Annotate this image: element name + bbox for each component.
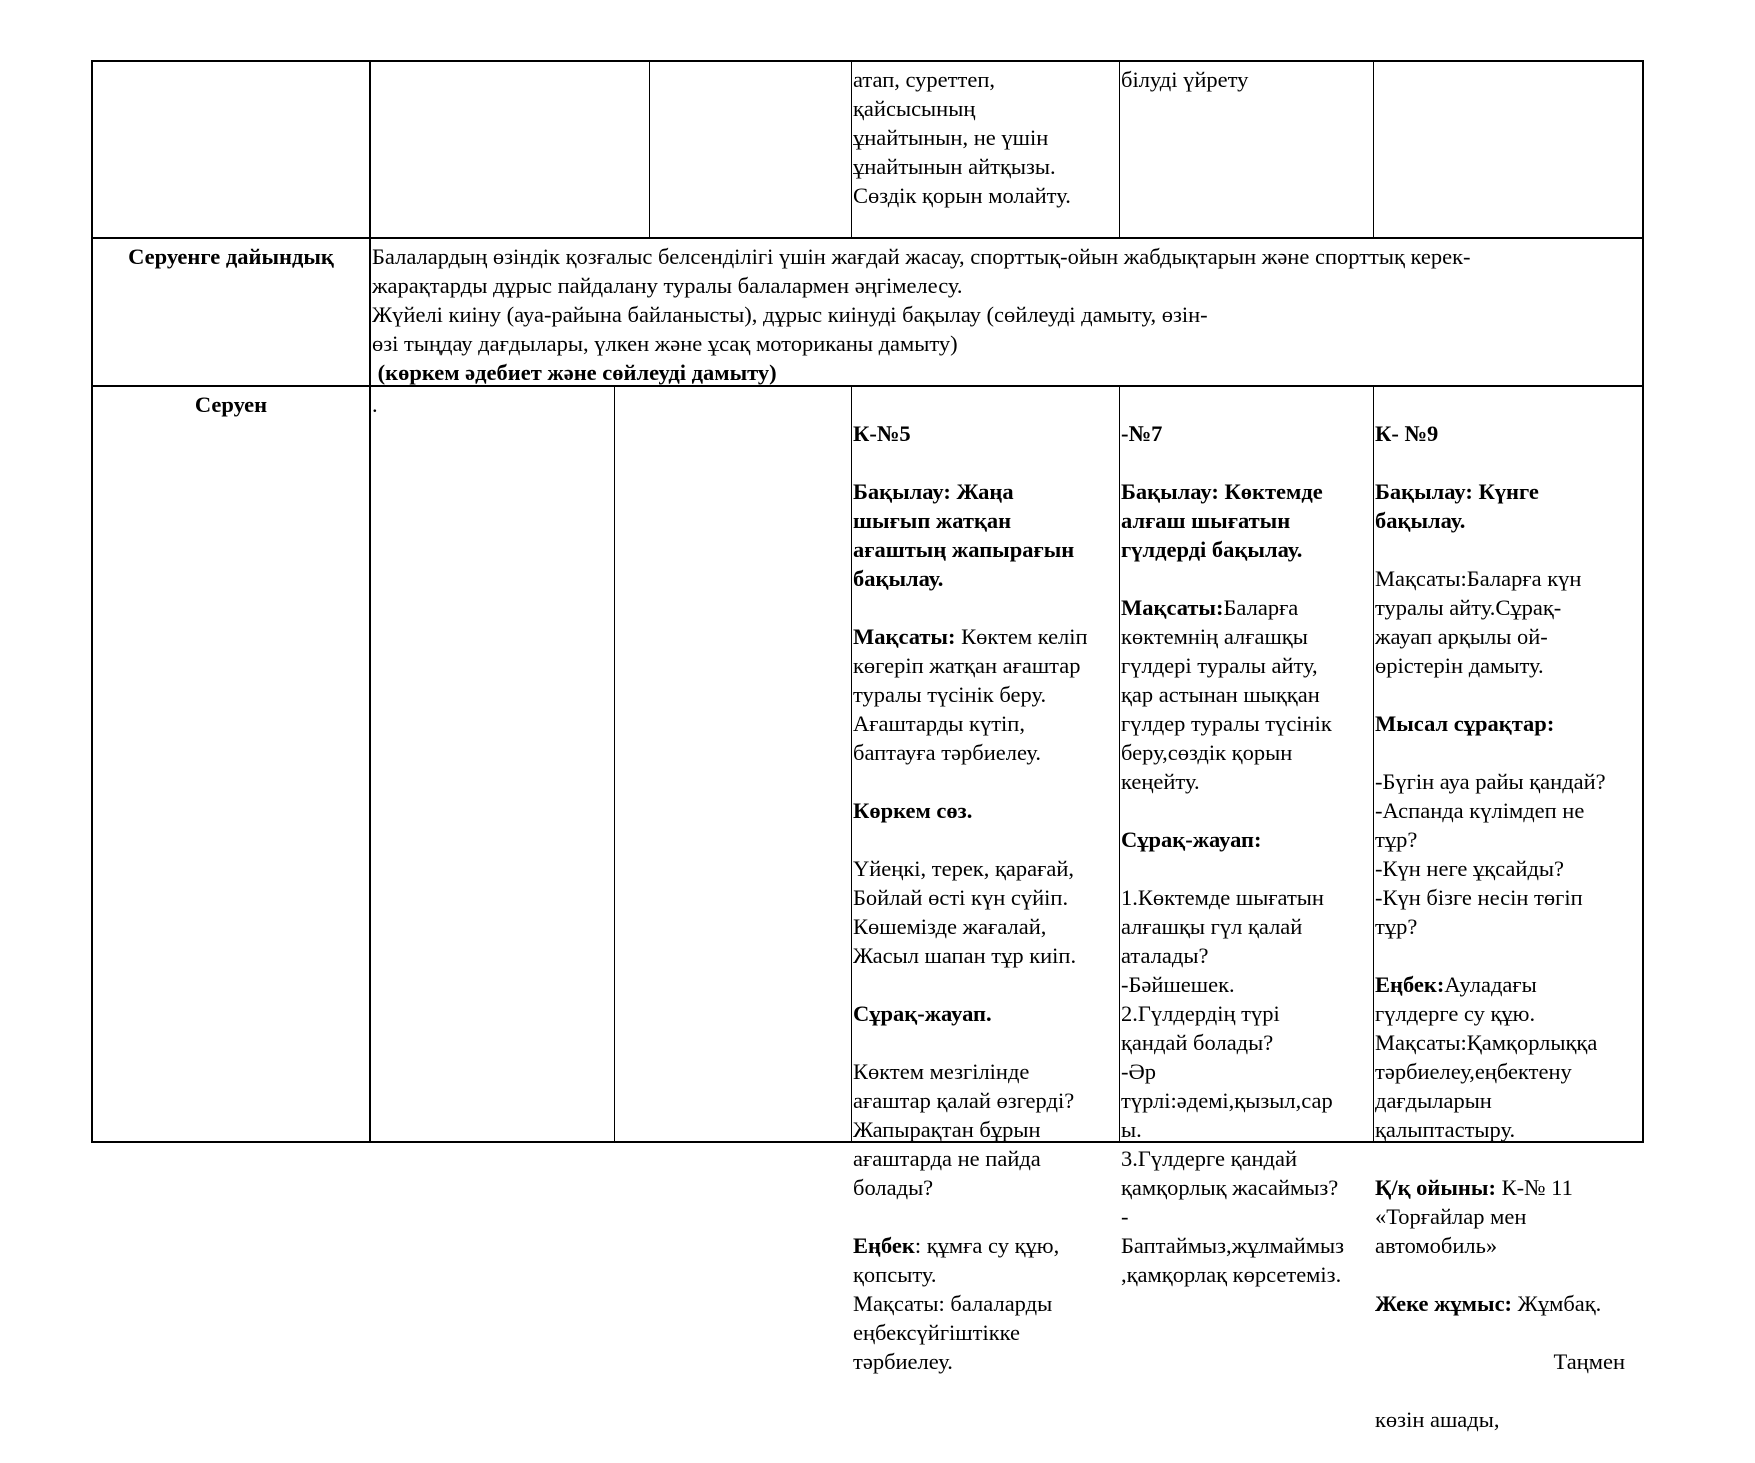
col5-questions-text: -Бүгін ауа райы қандай? -Аспанда күлімдеп не тұр? -Күн неге ұқсайды? -Күн бізге несін төгіп тұр? — [1375, 769, 1606, 939]
col3-qa-label: Сұрақ-жауап. — [853, 1001, 992, 1026]
col5-goal-text: Мақсаты:Баларға күн туралы айту.Сұрақ- жауап арқылы ой- өрістерін дамыту. — [1375, 566, 1582, 678]
col5-game-text: К-№ 11 «Торғайлар мен автомобиль» — [1375, 1175, 1573, 1258]
col4-goal-label: Мақсаты: — [1121, 595, 1224, 620]
col3-goal-text: Көктем келіп көгеріп жатқан ағаштар туралы түсінік беру. Ағаштарды күтіп, баптауға тәрбиелеу. — [853, 624, 1088, 765]
col5-work-label: Еңбек: — [1375, 972, 1445, 997]
label-text-pair — [1375, 1289, 1641, 1318]
col3-poem: Үйеңкі, терек, қарағай, Бойлай өсті күн сүйіп. Көшемізде жағалай, Жасыл шапан тұр киіп. — [853, 856, 1077, 968]
row3-col-divider-a — [614, 386, 615, 1142]
label-text-pair — [1375, 1173, 1641, 1260]
label-text-pair — [1121, 593, 1371, 796]
col3-qa-text: Көктем мезгілінде ағаштар қалай өзгерді? Жапырақтан бұрын ағаштарда не пайда болады? — [853, 1059, 1075, 1200]
row3-col5 — [1375, 390, 1641, 1432]
col5-title: Бақылау: Күнге бақылау. — [1375, 479, 1539, 533]
col4-goal-text: Баларға көктемнің алғашқы гүлдері туралы айту, қар астынан шыққан гүлдер туралы түсінік беру,сөздік қорын кеңейту. — [1121, 595, 1332, 794]
row1-col3-text: атап, суреттеп, қайсысының ұнайтынын, не үшін ұнайтынын айтқызы. Сөздік қорын молайту. — [853, 67, 1071, 208]
col5-game-label: Қ/қ ойыны: — [1375, 1175, 1496, 1200]
row3-col4 — [1121, 390, 1371, 1287]
table-border-top — [91, 60, 1644, 62]
row2-text-bold: (көркем әдебиет және сөйлеуді дамыту) — [372, 360, 777, 385]
col5-number: К- №9 — [1375, 421, 1439, 446]
row-divider-1 — [91, 237, 1644, 239]
row1-col4-text: білуді үйрету — [1121, 67, 1249, 92]
label-text-pair — [1375, 970, 1641, 1144]
col4-qa-label: Сұрақ-жауап: — [1121, 827, 1262, 852]
label-column-divider — [369, 60, 371, 1143]
row1-col-divider-b — [851, 60, 852, 238]
row3-col3 — [853, 390, 1117, 1374]
row3-label: Серуен — [194, 392, 268, 417]
col4-qa-text: 1.Көктемде шығатын алғашқы гүл қалай аталады? -Бәйшешек. 2.Гүлдердің түрі қандай болады? -Әр түрлі:әдемі,қызыл,сар ы. 3.Гүлдерге қандай қамқорлық жасаймыз? - Баптаймыз,жұлмаймыз ,қамқорлақ көрсетеміз. — [1121, 885, 1345, 1287]
col5-riddle-line2: көзін ашады, — [1375, 1407, 1500, 1432]
row2-text-line2: жарақтарды дұрыс пайдалану туралы балалармен әңгімелесу. — [372, 273, 963, 298]
table-border-left — [91, 60, 93, 1143]
col3-title: Бақылау: Жаңа шығып жатқан ағаштың жапырағын бақылау. — [853, 479, 1075, 591]
col4-number: -№7 — [1121, 421, 1163, 446]
row3-col1-text: . — [372, 392, 378, 417]
label-text-pair — [853, 622, 1117, 767]
col5-riddle-line1: Таңмен — [1553, 1349, 1625, 1374]
col3-work-label: Еңбек — [853, 1233, 915, 1258]
row2-text-line3: Жүйелі киіну (ауа-райына байланысты), дұрыс киінуді бақылау (сөйлеуді дамыту, өзін- — [372, 302, 1208, 327]
row2-text-line4: өзі тыңдау дағдылары, үлкен және ұсақ моториканы дамыту) — [372, 331, 958, 356]
col4-title: Бақылау: Көктемде алғаш шығатын гүлдерді бақылау. — [1121, 479, 1323, 562]
col3-art-label: Көркем сөз. — [853, 798, 973, 823]
col5-questions-label: Мысал сұрақтар: — [1375, 711, 1555, 736]
row2-text — [372, 242, 1640, 387]
col5-individual-text: Жұмбақ. — [1512, 1291, 1602, 1316]
row2-label: Серуенге дайындық — [128, 244, 334, 269]
col5-work-text: Ауладағы гүлдерге су құю. Мақсаты:Қамқорлыққа тәрбиелеу,еңбектену дағдыларын қалыптастыру. — [1375, 972, 1598, 1142]
col3-number: К-№5 — [853, 421, 911, 446]
row1-col-divider-d — [1373, 60, 1374, 238]
label-text-pair — [853, 1231, 1117, 1376]
row2-text-line1: Балалардың өзіндік қозғалыс белсенділігі үшін жағдай жасау, спорттық-ойын жабдықтарын және спорттық керек- — [372, 244, 1471, 269]
row3-col-divider-b — [851, 386, 852, 1142]
row1-col-divider-c — [1119, 60, 1120, 238]
row3-col-divider-c — [1119, 386, 1120, 1142]
col3-work-text: : құмға су құю, қопсыту. Мақсаты: балаларды еңбексүйгіштікке тәрбиелеу. — [853, 1233, 1060, 1374]
table-border-right — [1642, 60, 1644, 1143]
col3-goal-label: Мақсаты: — [853, 624, 956, 649]
row1-col-divider-a — [649, 60, 650, 238]
col5-individual-label: Жеке жұмыс: — [1375, 1291, 1513, 1316]
row3-col-divider-d — [1373, 386, 1374, 1142]
